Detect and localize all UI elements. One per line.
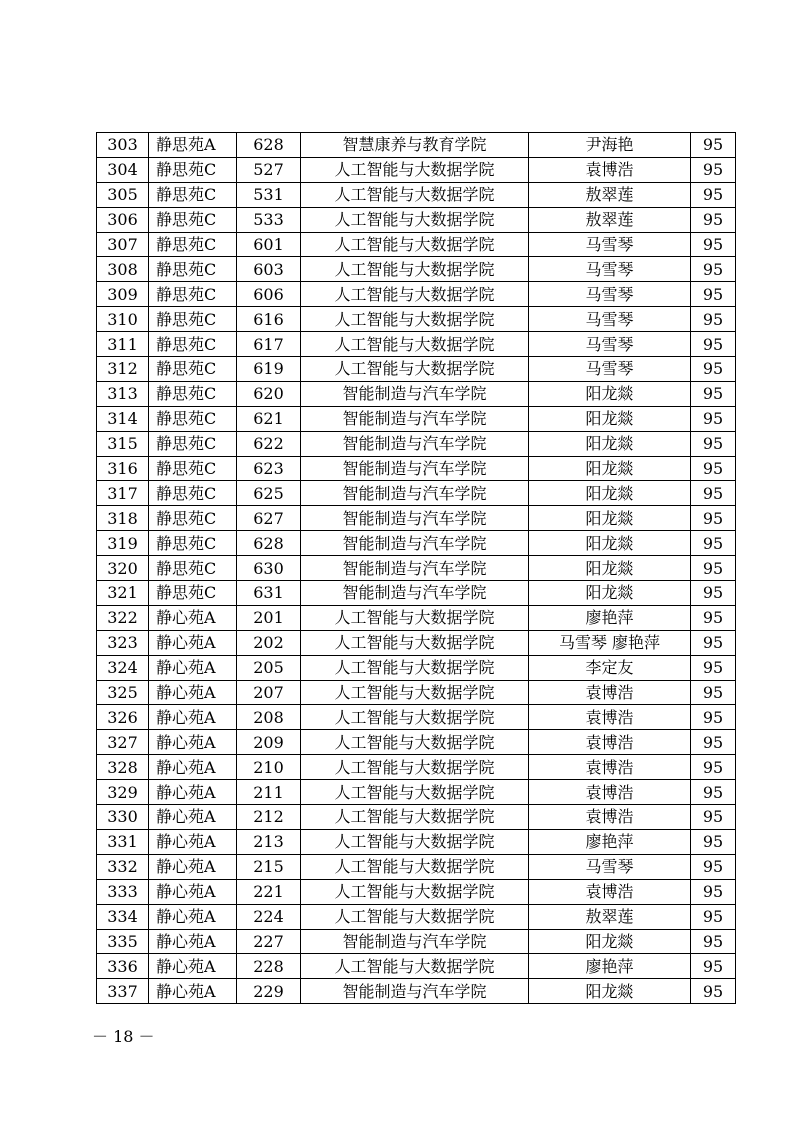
building-cell: 静思苑C — [149, 556, 237, 581]
table-row — [97, 755, 736, 780]
row-number-cell: 331 — [97, 829, 149, 854]
building-cell: 静思苑C — [149, 357, 237, 382]
score-cell: 95 — [691, 605, 736, 630]
room-cell: 623 — [237, 456, 301, 481]
college-cell: 智能制造与汽车学院 — [301, 581, 529, 606]
score-cell: 95 — [691, 207, 736, 232]
row-number-cell: 326 — [97, 705, 149, 730]
teacher-cell: 袁博浩 — [529, 730, 691, 755]
building-cell: 静思苑C — [149, 531, 237, 556]
score-cell: 95 — [691, 431, 736, 456]
score-cell: 95 — [691, 854, 736, 879]
building-cell: 静思苑A — [149, 133, 237, 158]
college-cell: 人工智能与大数据学院 — [301, 904, 529, 929]
teacher-cell: 马雪琴 廖艳萍 — [529, 630, 691, 655]
score-cell: 95 — [691, 730, 736, 755]
score-cell: 95 — [691, 406, 736, 431]
building-cell: 静心苑A — [149, 680, 237, 705]
college-cell: 人工智能与大数据学院 — [301, 357, 529, 382]
teacher-cell: 阳龙燚 — [529, 456, 691, 481]
college-cell: 智能制造与汽车学院 — [301, 406, 529, 431]
building-cell: 静思苑C — [149, 207, 237, 232]
score-cell: 95 — [691, 630, 736, 655]
college-cell: 智能制造与汽车学院 — [301, 556, 529, 581]
score-cell: 95 — [691, 133, 736, 158]
row-number-cell: 316 — [97, 456, 149, 481]
table-row — [97, 581, 736, 606]
row-number-cell: 303 — [97, 133, 149, 158]
teacher-cell: 马雪琴 — [529, 282, 691, 307]
room-cell: 622 — [237, 431, 301, 456]
row-number-cell: 311 — [97, 332, 149, 357]
score-cell: 95 — [691, 904, 736, 929]
row-number-cell: 313 — [97, 381, 149, 406]
row-number-cell: 333 — [97, 879, 149, 904]
table-row — [97, 381, 736, 406]
row-number-cell: 334 — [97, 904, 149, 929]
teacher-cell: 廖艳萍 — [529, 954, 691, 979]
table-row — [97, 406, 736, 431]
college-cell: 人工智能与大数据学院 — [301, 332, 529, 357]
teacher-cell: 马雪琴 — [529, 257, 691, 282]
score-cell: 95 — [691, 929, 736, 954]
college-cell: 智能制造与汽车学院 — [301, 431, 529, 456]
score-cell: 95 — [691, 381, 736, 406]
table-row — [97, 232, 736, 257]
row-number-cell: 319 — [97, 531, 149, 556]
score-cell: 95 — [691, 456, 736, 481]
college-cell: 智慧康养与教育学院 — [301, 133, 529, 158]
building-cell: 静心苑A — [149, 979, 237, 1004]
building-cell: 静心苑A — [149, 705, 237, 730]
building-cell: 静心苑A — [149, 954, 237, 979]
building-cell: 静思苑C — [149, 232, 237, 257]
room-cell: 628 — [237, 133, 301, 158]
building-cell: 静思苑C — [149, 182, 237, 207]
room-cell: 601 — [237, 232, 301, 257]
building-cell: 静心苑A — [149, 730, 237, 755]
row-number-cell: 318 — [97, 506, 149, 531]
table-row — [97, 357, 736, 382]
row-number-cell: 314 — [97, 406, 149, 431]
teacher-cell: 袁博浩 — [529, 705, 691, 730]
table-row — [97, 257, 736, 282]
college-cell: 人工智能与大数据学院 — [301, 680, 529, 705]
teacher-cell: 敖翠莲 — [529, 207, 691, 232]
table-row — [97, 431, 736, 456]
teacher-cell: 敖翠莲 — [529, 182, 691, 207]
building-cell: 静思苑C — [149, 381, 237, 406]
score-cell: 95 — [691, 332, 736, 357]
building-cell: 静心苑A — [149, 755, 237, 780]
room-cell: 631 — [237, 581, 301, 606]
college-cell: 人工智能与大数据学院 — [301, 879, 529, 904]
college-cell: 人工智能与大数据学院 — [301, 854, 529, 879]
score-cell: 95 — [691, 581, 736, 606]
room-cell: 229 — [237, 979, 301, 1004]
building-cell: 静思苑C — [149, 581, 237, 606]
building-cell: 静心苑A — [149, 879, 237, 904]
building-cell: 静思苑C — [149, 406, 237, 431]
score-cell: 95 — [691, 307, 736, 332]
score-cell: 95 — [691, 805, 736, 830]
table-row — [97, 133, 736, 158]
room-cell: 619 — [237, 357, 301, 382]
score-cell: 95 — [691, 680, 736, 705]
score-cell: 95 — [691, 705, 736, 730]
building-cell: 静心苑A — [149, 805, 237, 830]
building-cell: 静思苑C — [149, 257, 237, 282]
room-cell: 224 — [237, 904, 301, 929]
room-cell: 213 — [237, 829, 301, 854]
building-cell: 静心苑A — [149, 630, 237, 655]
room-cell: 625 — [237, 481, 301, 506]
building-cell: 静心苑A — [149, 829, 237, 854]
table-row — [97, 282, 736, 307]
building-cell: 静思苑C — [149, 506, 237, 531]
score-cell: 95 — [691, 232, 736, 257]
score-cell: 95 — [691, 531, 736, 556]
score-cell: 95 — [691, 879, 736, 904]
score-cell: 95 — [691, 780, 736, 805]
teacher-cell: 马雪琴 — [529, 307, 691, 332]
table-row — [97, 332, 736, 357]
row-number-cell: 327 — [97, 730, 149, 755]
room-cell: 228 — [237, 954, 301, 979]
row-number-cell: 324 — [97, 655, 149, 680]
building-cell: 静思苑C — [149, 456, 237, 481]
teacher-cell: 袁博浩 — [529, 157, 691, 182]
room-cell: 221 — [237, 879, 301, 904]
teacher-cell: 李定友 — [529, 655, 691, 680]
teacher-cell: 廖艳萍 — [529, 605, 691, 630]
college-cell: 智能制造与汽车学院 — [301, 979, 529, 1004]
building-cell: 静心苑A — [149, 904, 237, 929]
row-number-cell: 315 — [97, 431, 149, 456]
college-cell: 人工智能与大数据学院 — [301, 655, 529, 680]
college-cell: 人工智能与大数据学院 — [301, 605, 529, 630]
college-cell: 人工智能与大数据学院 — [301, 755, 529, 780]
score-cell: 95 — [691, 282, 736, 307]
table-row — [97, 655, 736, 680]
college-cell: 智能制造与汽车学院 — [301, 531, 529, 556]
building-cell: 静心苑A — [149, 780, 237, 805]
building-cell: 静心苑A — [149, 605, 237, 630]
building-cell: 静思苑C — [149, 481, 237, 506]
table-row — [97, 705, 736, 730]
room-cell: 617 — [237, 332, 301, 357]
table-row — [97, 182, 736, 207]
room-cell: 205 — [237, 655, 301, 680]
building-cell: 静思苑C — [149, 431, 237, 456]
table-row — [97, 854, 736, 879]
table-row — [97, 506, 736, 531]
building-cell: 静思苑C — [149, 282, 237, 307]
dormitory-score-table — [96, 132, 736, 1004]
row-number-cell: 335 — [97, 929, 149, 954]
room-cell: 616 — [237, 307, 301, 332]
teacher-cell: 阳龙燚 — [529, 406, 691, 431]
row-number-cell: 322 — [97, 605, 149, 630]
college-cell: 人工智能与大数据学院 — [301, 257, 529, 282]
row-number-cell: 336 — [97, 954, 149, 979]
score-cell: 95 — [691, 157, 736, 182]
row-number-cell: 329 — [97, 780, 149, 805]
college-cell: 人工智能与大数据学院 — [301, 157, 529, 182]
college-cell: 人工智能与大数据学院 — [301, 182, 529, 207]
college-cell: 人工智能与大数据学院 — [301, 630, 529, 655]
table-row — [97, 730, 736, 755]
room-cell: 531 — [237, 182, 301, 207]
room-cell: 621 — [237, 406, 301, 431]
college-cell: 人工智能与大数据学院 — [301, 954, 529, 979]
teacher-cell: 阳龙燚 — [529, 381, 691, 406]
college-cell: 人工智能与大数据学院 — [301, 780, 529, 805]
teacher-cell: 马雪琴 — [529, 332, 691, 357]
teacher-cell: 袁博浩 — [529, 879, 691, 904]
row-number-cell: 305 — [97, 182, 149, 207]
college-cell: 智能制造与汽车学院 — [301, 929, 529, 954]
room-cell: 606 — [237, 282, 301, 307]
college-cell: 人工智能与大数据学院 — [301, 730, 529, 755]
score-cell: 95 — [691, 257, 736, 282]
row-number-cell: 312 — [97, 357, 149, 382]
score-cell: 95 — [691, 506, 736, 531]
room-cell: 627 — [237, 506, 301, 531]
table-row — [97, 157, 736, 182]
table-row — [97, 531, 736, 556]
row-number-cell: 317 — [97, 481, 149, 506]
teacher-cell: 阳龙燚 — [529, 929, 691, 954]
teacher-cell: 敖翠莲 — [529, 904, 691, 929]
college-cell: 智能制造与汽车学院 — [301, 456, 529, 481]
room-cell: 210 — [237, 755, 301, 780]
table-row — [97, 979, 736, 1004]
table-row — [97, 605, 736, 630]
table-row — [97, 556, 736, 581]
building-cell: 静心苑A — [149, 929, 237, 954]
room-cell: 630 — [237, 556, 301, 581]
room-cell: 527 — [237, 157, 301, 182]
score-cell: 95 — [691, 182, 736, 207]
teacher-cell: 马雪琴 — [529, 357, 691, 382]
table-row — [97, 954, 736, 979]
row-number-cell: 320 — [97, 556, 149, 581]
row-number-cell: 332 — [97, 854, 149, 879]
teacher-cell: 阳龙燚 — [529, 506, 691, 531]
row-number-cell: 337 — [97, 979, 149, 1004]
teacher-cell: 阳龙燚 — [529, 979, 691, 1004]
row-number-cell: 310 — [97, 307, 149, 332]
score-cell: 95 — [691, 829, 736, 854]
college-cell: 人工智能与大数据学院 — [301, 282, 529, 307]
college-cell: 人工智能与大数据学院 — [301, 207, 529, 232]
table-body — [97, 133, 736, 1004]
college-cell: 人工智能与大数据学院 — [301, 829, 529, 854]
college-cell: 人工智能与大数据学院 — [301, 805, 529, 830]
score-cell: 95 — [691, 979, 736, 1004]
teacher-cell: 袁博浩 — [529, 805, 691, 830]
teacher-cell: 马雪琴 — [529, 232, 691, 257]
room-cell: 603 — [237, 257, 301, 282]
college-cell: 智能制造与汽车学院 — [301, 481, 529, 506]
score-cell: 95 — [691, 655, 736, 680]
room-cell: 227 — [237, 929, 301, 954]
table-row — [97, 829, 736, 854]
page-number: － 18 － — [92, 1027, 155, 1046]
building-cell: 静思苑C — [149, 332, 237, 357]
college-cell: 人工智能与大数据学院 — [301, 705, 529, 730]
teacher-cell: 阳龙燚 — [529, 431, 691, 456]
row-number-cell: 307 — [97, 232, 149, 257]
room-cell: 215 — [237, 854, 301, 879]
row-number-cell: 325 — [97, 680, 149, 705]
teacher-cell: 袁博浩 — [529, 780, 691, 805]
teacher-cell: 马雪琴 — [529, 854, 691, 879]
room-cell: 211 — [237, 780, 301, 805]
room-cell: 201 — [237, 605, 301, 630]
building-cell: 静心苑A — [149, 854, 237, 879]
teacher-cell: 尹海艳 — [529, 133, 691, 158]
college-cell: 智能制造与汽车学院 — [301, 506, 529, 531]
table-row — [97, 904, 736, 929]
row-number-cell: 306 — [97, 207, 149, 232]
teacher-cell: 袁博浩 — [529, 680, 691, 705]
table-row — [97, 307, 736, 332]
room-cell: 533 — [237, 207, 301, 232]
college-cell: 人工智能与大数据学院 — [301, 307, 529, 332]
row-number-cell: 304 — [97, 157, 149, 182]
row-number-cell: 308 — [97, 257, 149, 282]
table-row — [97, 481, 736, 506]
room-cell: 207 — [237, 680, 301, 705]
table-row — [97, 929, 736, 954]
row-number-cell: 309 — [97, 282, 149, 307]
college-cell: 智能制造与汽车学院 — [301, 381, 529, 406]
teacher-cell: 阳龙燚 — [529, 556, 691, 581]
score-cell: 95 — [691, 357, 736, 382]
score-cell: 95 — [691, 755, 736, 780]
table-row — [97, 780, 736, 805]
room-cell: 212 — [237, 805, 301, 830]
row-number-cell: 330 — [97, 805, 149, 830]
room-cell: 620 — [237, 381, 301, 406]
teacher-cell: 阳龙燚 — [529, 581, 691, 606]
row-number-cell: 328 — [97, 755, 149, 780]
table-row — [97, 879, 736, 904]
building-cell: 静思苑C — [149, 307, 237, 332]
table-row — [97, 207, 736, 232]
room-cell: 628 — [237, 531, 301, 556]
score-cell: 95 — [691, 954, 736, 979]
college-cell: 人工智能与大数据学院 — [301, 232, 529, 257]
score-cell: 95 — [691, 481, 736, 506]
building-cell: 静思苑C — [149, 157, 237, 182]
score-cell: 95 — [691, 556, 736, 581]
teacher-cell: 阳龙燚 — [529, 531, 691, 556]
room-cell: 202 — [237, 630, 301, 655]
table-row — [97, 680, 736, 705]
table-row — [97, 805, 736, 830]
table-row — [97, 456, 736, 481]
teacher-cell: 阳龙燚 — [529, 481, 691, 506]
building-cell: 静心苑A — [149, 655, 237, 680]
teacher-cell: 廖艳萍 — [529, 829, 691, 854]
room-cell: 208 — [237, 705, 301, 730]
room-cell: 209 — [237, 730, 301, 755]
row-number-cell: 321 — [97, 581, 149, 606]
table-row — [97, 630, 736, 655]
row-number-cell: 323 — [97, 630, 149, 655]
teacher-cell: 袁博浩 — [529, 755, 691, 780]
